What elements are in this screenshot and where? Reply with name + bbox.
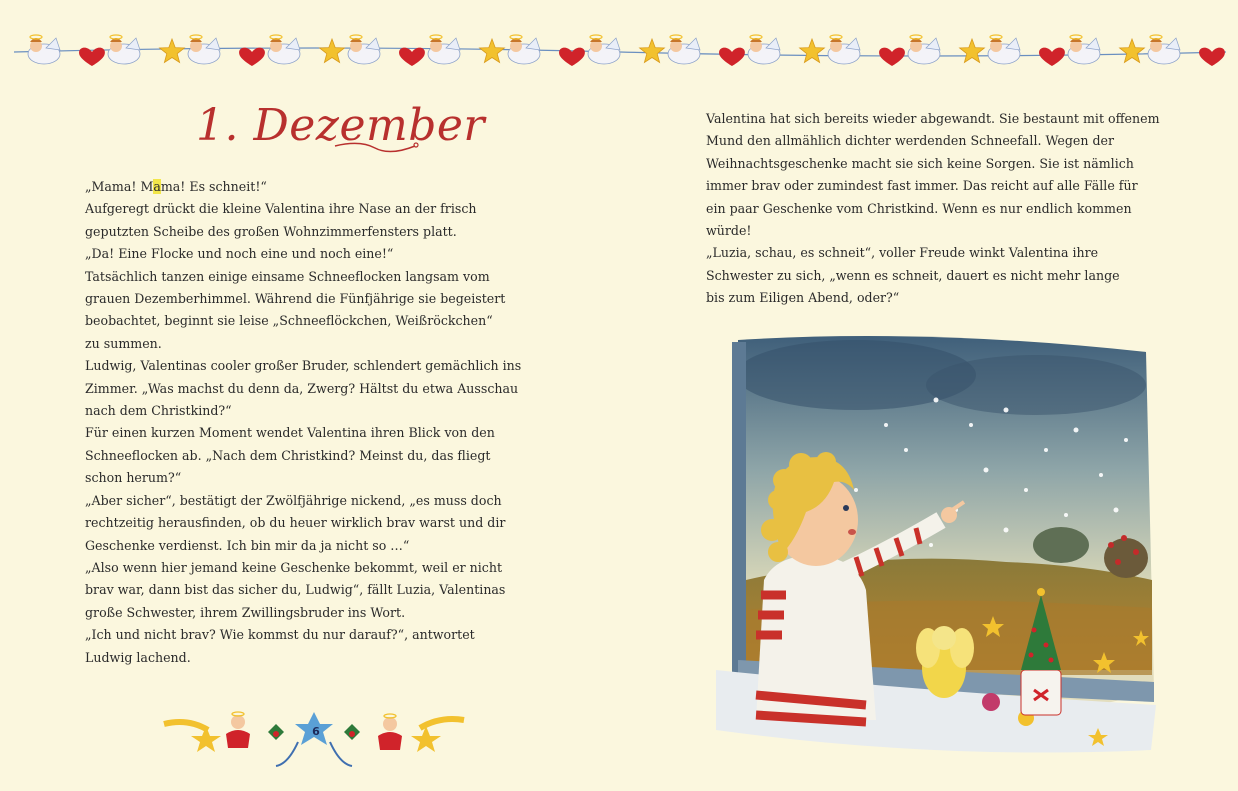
angel-icon <box>1148 35 1180 64</box>
text-line: Ludwig, Valentinas cooler großer Bruder, schlendert gemächlich ins <box>85 358 522 374</box>
angel-icon <box>428 35 460 64</box>
star-icon <box>480 39 505 63</box>
text-line: Zimmer. „Was machst du denn da, Zwerg? Hältst du etwa Ausschau <box>85 380 519 396</box>
text-line: geputzten Scheibe des großen Wohnzimmerfensters platt. <box>85 223 457 239</box>
text-line: immer brav oder zumindest fast immer. Das reicht auf alle Fälle für <box>706 178 1138 194</box>
angel-icon <box>508 35 540 64</box>
text-line: Geschenke verdienst. Ich bin mir da ja nicht so …“ <box>85 537 410 553</box>
garland-ornament <box>158 706 470 772</box>
star-icon <box>160 39 185 63</box>
heart-icon <box>719 48 745 66</box>
angel-icon <box>908 35 940 64</box>
text-line: Mund den allmählich dichter werdenden Schneefall. Wegen der <box>706 133 1115 149</box>
text-line: Aufgeregt drückt die kleine Valentina ihre Nase an der frisch <box>85 201 477 217</box>
star-icon <box>411 726 441 752</box>
angel-icon <box>268 35 300 64</box>
angel-icon <box>28 35 60 64</box>
star-icon <box>320 39 345 63</box>
angel-icon <box>828 35 860 64</box>
text-fragment: ma! Es schneit!“ <box>160 179 267 194</box>
right-text-column <box>706 108 1176 310</box>
angel-icon <box>748 35 780 64</box>
text-line: ein paar Geschenke vom Christkind. Wenn es nur endlich kommen <box>706 200 1132 216</box>
angel-icon <box>378 714 402 750</box>
text-line: „Aber sicher“, bestätigt der Zwölfjährige nickend, „es muss doch <box>85 492 502 508</box>
star-icon <box>191 726 221 752</box>
text-line: Weihnachtsgeschenke macht sie sich keine Sorgen. Sie ist nämlich <box>706 155 1134 171</box>
ornament-ball-icon <box>982 693 1000 711</box>
star-icon <box>960 39 985 63</box>
heart-icon <box>1199 48 1225 66</box>
text-line: Ludwig lachend. <box>85 649 191 665</box>
angel-icon <box>1068 35 1100 64</box>
star-icon <box>800 39 825 63</box>
text-line: Schneeflocken ab. „Nach dem Christkind? Meinst du, das fliegt <box>85 447 491 463</box>
text-line: rechtzeitig herausfinden, ob du heuer wirklich brav warst und dir <box>85 515 506 531</box>
text-line: grauen Dezemberhimmel. Während die Fünfjährige sie begeistert <box>85 291 506 307</box>
text-line: Valentina hat sich bereits wieder abgewandt. Sie bestaunt mit offenem <box>706 111 1160 126</box>
page-number: 6 <box>312 725 320 738</box>
text-line: beobachtet, beginnt sie leise „Schneeflöckchen, Weißröckchen“ <box>85 313 493 329</box>
star-icon <box>640 39 665 63</box>
text-line: schon herum?“ <box>85 470 182 486</box>
angel-icon <box>668 35 700 64</box>
text-line: würde! <box>706 223 752 239</box>
chapter-title: 1. Dezember <box>196 100 485 151</box>
text-line <box>85 176 535 198</box>
star-icon <box>1120 39 1145 63</box>
angel-icon <box>348 35 380 64</box>
heart-icon <box>879 48 905 66</box>
girl-at-window-illustration <box>706 330 1168 760</box>
text-line: Für einen kurzen Moment wendet Valentina ihren Blick von den <box>85 425 495 441</box>
text-line: nach dem Christkind?“ <box>85 403 232 419</box>
angel-icon <box>988 35 1020 64</box>
text-line: zu summen. <box>85 335 162 351</box>
window-frame <box>732 342 746 694</box>
text-line: „Ich und nicht brav? Wie kommst du nur darauf?“, antwortet <box>85 627 475 643</box>
left-text-column <box>85 176 535 669</box>
heart-icon <box>1039 48 1065 66</box>
heart-icon <box>399 48 425 66</box>
angel-icon <box>588 35 620 64</box>
text-line: große Schwester, ihrem Zwillingsbruder ins Wort. <box>85 604 406 620</box>
text-line: Tatsächlich tanzen einige einsame Schneeflocken langsam vom <box>85 268 490 284</box>
title-flourish-icon <box>330 138 420 158</box>
text-line: „Luzia, schau, es schneit“, voller Freude winkt Valentina ihre <box>706 245 1099 261</box>
text-fragment: „Mama! M <box>85 179 154 194</box>
text-line: Schwester zu sich, „wenn es schneit, dauert es nicht mehr lange <box>706 267 1120 283</box>
text-line: „Da! Eine Flocke und noch eine und noch eine!“ <box>85 246 394 262</box>
angel-icon <box>108 35 140 64</box>
angel-icon <box>188 35 220 64</box>
heart-icon <box>239 48 265 66</box>
text-line: „Also wenn hier jemand keine Geschenke bekommt, weil er nicht <box>85 559 503 575</box>
angel-icon <box>226 712 250 748</box>
angel-garland-border <box>14 18 1226 76</box>
highlighted-text: a <box>153 179 161 194</box>
text-line: bis zum Eiligen Abend, oder?“ <box>706 290 900 306</box>
text-line: brav war, dann bist das sicher du, Ludwig“, fällt Luzia, Valentinas <box>85 582 506 598</box>
